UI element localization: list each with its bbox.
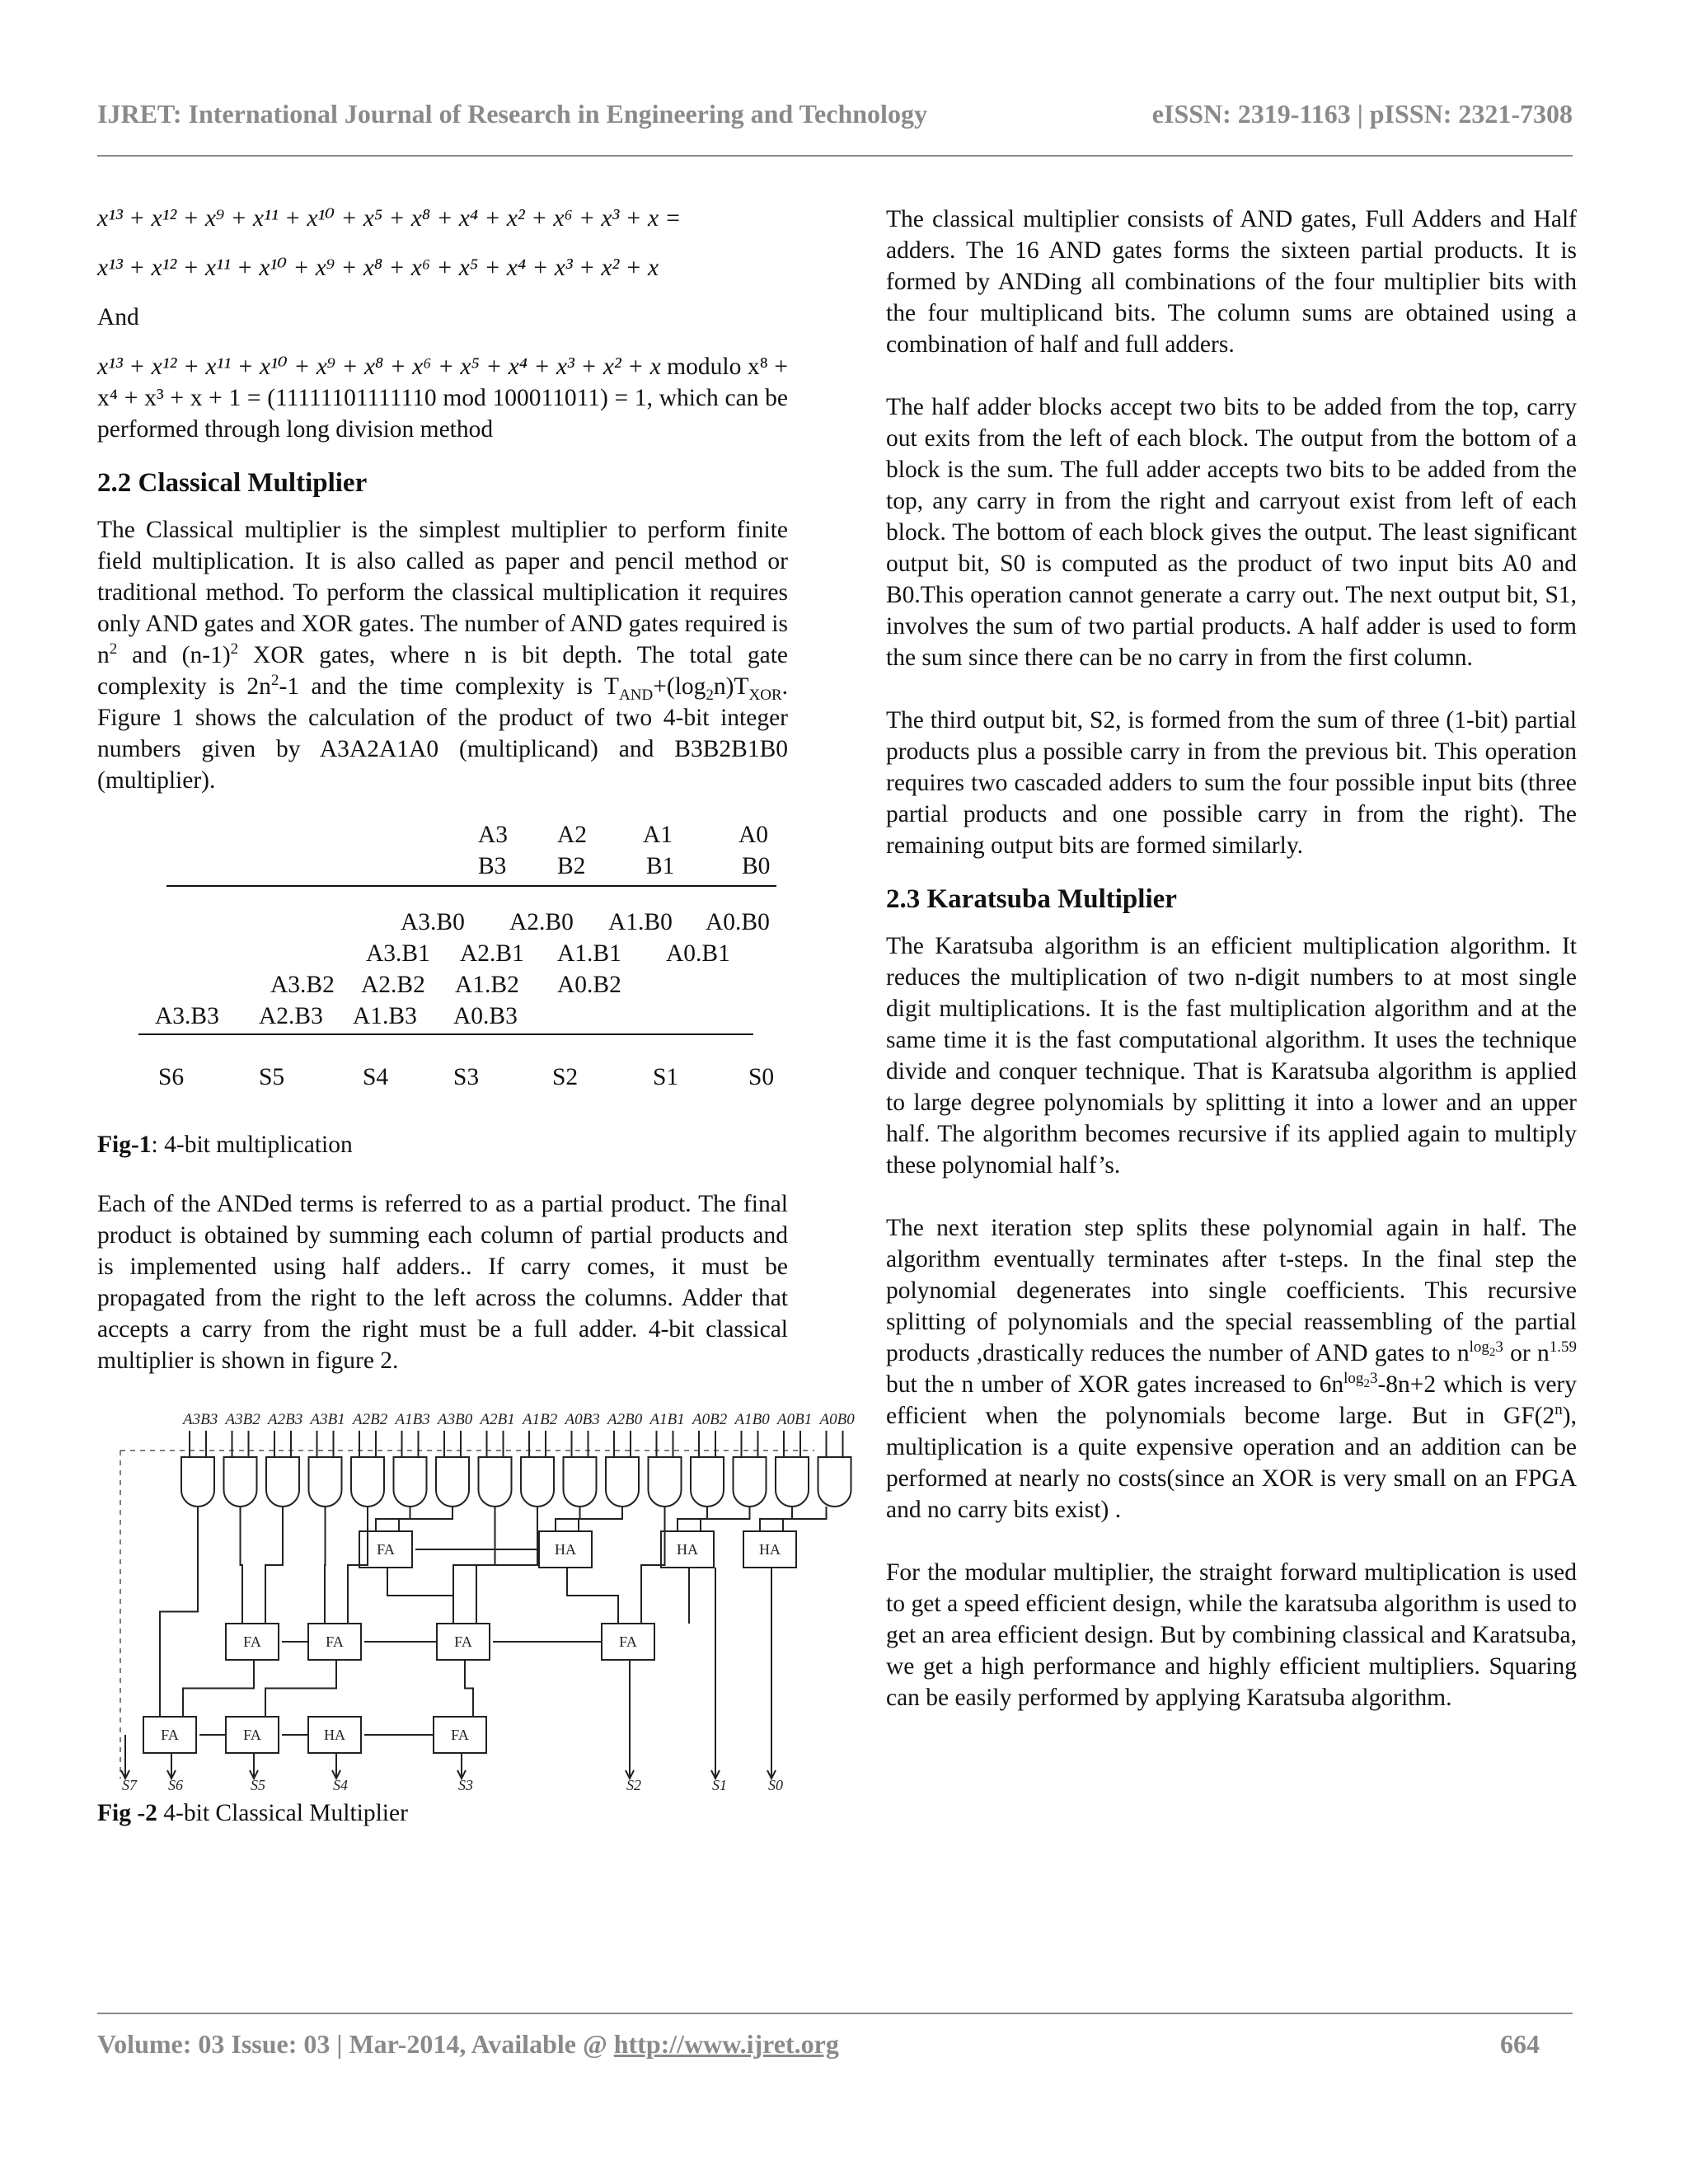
output-label: S6 [168,1777,183,1793]
mul-b3: B3 [478,853,507,879]
pp3-1: A2.B2 [361,972,425,998]
equation-paragraph-math: x¹³ + x¹² + x¹¹ + x¹⁰ + x⁹ + x⁸ + x⁶ + x⁵ + x⁴ + x³ + x² + x [97,354,661,380]
output-label: S5 [251,1777,265,1793]
row1-adder-block-label: HA [759,1541,781,1558]
and-input-label: A0B1 [777,1411,813,1428]
sub-xor: XOR [748,686,782,704]
output-label: S3 [458,1777,473,1793]
and-gate [564,1457,597,1507]
section-heading-karatsuba: 2.3 Karatsuba Multiplier [886,884,1177,914]
and-gate [649,1457,682,1507]
signal-wire [783,1507,827,1531]
journal-title: IJRET: International Journal of Research in Engineering and Technology [97,99,927,129]
sub-and: AND [619,686,654,704]
sum-s4: S4 [363,1064,389,1090]
and-input-label: A2B1 [480,1411,515,1428]
signal-wire [387,1568,453,1624]
journal-link[interactable]: http://www.ijret.org [613,2029,839,2059]
fig1-label: Fig-1 [97,1132,152,1158]
sum-s6: S6 [158,1064,185,1090]
and-input-label: A0B2 [692,1411,728,1428]
and-input-label: A3B3 [183,1411,218,1428]
pp2-2: A1.B1 [557,940,621,967]
footer-volume [97,2029,839,2060]
and-gate [436,1457,469,1507]
fig1-caption-text: : 4-bit multiplication [151,1132,353,1158]
and-input-label: A1B0 [734,1411,770,1428]
classical-text-e: +(log [653,673,706,700]
signal-wire [641,1507,665,1624]
right-paragraph-1: The classical multiplier consists of AND gates, Full Adders and Half adders. The 16 AND gates forms the sixteen partial products. It is formed by ANDing all combinations of the four multiplier bits with the four multiplicand bits. The column sums are obtained using a combination of half and full adders. [886,206,1577,358]
and-gate [351,1457,384,1507]
signal-wire [241,1507,243,1624]
and-gate [479,1457,512,1507]
and-gate [394,1457,427,1507]
and-input-label: A1B2 [523,1411,558,1428]
and-gate [266,1457,299,1507]
row1-adder-block-label: HA [555,1541,576,1558]
p5-sub-2-a: 2 [1489,1345,1496,1359]
classical-text-d: -1 and the time complexity is T [279,673,620,700]
sup-2c: 2 [270,672,279,690]
pp2-1: A2.B1 [460,940,524,967]
and-gate [606,1457,639,1507]
partial-product-paragraph: Each of the ANDed terms is referred to as a partial product. The final product is obtained by summing each column of partial products and is implemented using half adders.. If carry comes, it must be propagated from the right to the left across the columns. Adder that accepts a carry from the right must be a full adder. 4-bit classical multiplier is shown in figure 2. [97,1191,788,1374]
fig1-multiplication-table [97,814,788,1103]
output-label: S2 [626,1777,641,1793]
fig2-caption [97,1797,788,1829]
pp1-1: A2.B0 [509,909,574,935]
sup-2a: 2 [109,640,118,658]
circuit-svg [106,1408,855,1793]
signal-wire [265,1507,283,1624]
sum-s5: S5 [259,1064,285,1090]
and-input-label: A0B0 [819,1411,855,1428]
and-word: And [97,304,139,330]
and-input-label: A1B1 [649,1411,685,1428]
row3-adder-block-label: HA [324,1727,345,1743]
row2-adder-block-label: FA [326,1633,344,1650]
p5-sup-log-a [1469,1338,1503,1359]
signal-wire [465,1660,473,1717]
row2-adder-block-label: FA [243,1633,261,1650]
right-paragraph-6: For the modular multiplier, the straight forward multiplication is used to get a speed efficient design, while the karatsuba algorithm is used to get an area efficient design. But by combining classical and Karatsuba, we get a high performance and highly efficient multipliers. Squaring can be easily performed by applying Karatsuba algorithm. [886,1559,1577,1711]
and-input-label: A3B0 [438,1411,473,1428]
running-footer [97,2029,1540,2065]
mul-b0: B0 [742,853,771,879]
and-input-label: A2B2 [353,1411,388,1428]
signal-wire [348,1507,368,1624]
running-header [97,99,1573,135]
sum-s2: S2 [552,1064,579,1090]
and-gate [734,1457,767,1507]
classical-text-g: . Figure 1 shows the calculation of the product of two 4-bit integer numbers given by A3A2A1A0 (multiplicand) and B3B2B1B0 (multiplier). [97,673,788,794]
signal-wire [399,1507,452,1531]
fig2-circuit-diagram [106,1408,855,1793]
right-paragraph-2: The half adder blocks accept two bits to be added from the top, carry out exits from the left of each block. The output from the bottom of a block is the sum. The full adder accepts two bits to be added from the top, any carry in from the right and carryout exist from left of each block. The bottom of each block gives the output. The least significant output bit, S0 is computed as the product of two input bits A0 and B0.This operation cannot generate a carry out. The next output bit, S1, involves the sum of two partial products. A half adder is used to form the sum since there can be no carry in from the first column. [886,394,1577,671]
pp4-1: A2.B3 [259,1003,323,1029]
sup-2b: 2 [230,640,239,658]
right-paragraph-5 [886,1212,1577,1526]
right-paragraph-4: The Karatsuba algorithm is an efficient multiplication algorithm. It reduces the multiplication of two n-digit numbers to at most single digit multiplications. It is the fast multiplication algorithm and at the same time it is the fast computational algorithm. It uses the technique divide and conquer technique. That is Karatsuba algorithm is applied to large degree polynomials by splitting it into a lower and an upper half. The algorithm becomes recursive if its applied again to multiply these polynomial half’s. [886,933,1577,1179]
and-input-label: A3B2 [225,1411,260,1428]
signal-wire [556,1507,580,1531]
output-label: S0 [768,1777,783,1793]
pp4-3: A0.B3 [453,1003,518,1029]
pp1-2: A1.B0 [608,909,673,935]
and-input-label: A3B1 [310,1411,345,1428]
p5-text-e: ), multiplication is a quite expensive operation and an addition can be performed at nearly no costs(since an XOR is very small on an FPGA and no carry bits exist) . [886,1403,1577,1523]
pp4-2: A1.B3 [353,1003,417,1029]
mul-a0: A0 [738,822,769,848]
output-label: S4 [333,1777,348,1793]
mul-rule-1 [166,885,776,887]
signal-wire [183,1660,254,1717]
signal-wire [325,1507,326,1624]
output-label: S7 [122,1777,137,1793]
sum-s3: S3 [453,1064,480,1090]
p5-text-c: but the n umber of XOR gates increased to 6n [886,1371,1344,1398]
p5-text-b: or n [1503,1340,1550,1366]
pp1-0: A3.B0 [401,909,465,935]
signal-wire [579,1507,622,1531]
sum-s1: S1 [653,1064,679,1090]
fig2-caption-text: 4-bit Classical Multiplier [157,1800,408,1826]
fig2-label: Fig -2 [97,1800,157,1826]
right-paragraph-3: The third output bit, S2, is formed from the sum of three (1-bit) partial products plus a possible carry in from the previous bit. This operation requires two cascaded adders to sum the four possible input bits (three partial products and one possible carry in from the right). The remaining output bits are formed similarly. [886,707,1577,859]
page-number: 664 [1500,2029,1540,2059]
classical-text-a: The Classical multiplier is the simplest multiplier to perform finite field multiplication. It is also called as paper and pencil method or traditional method. To perform the classical multiplication it requires only AND gates and XOR gates. The number of AND gates required is n [97,517,788,668]
p5-sup-n: n [1554,1401,1563,1419]
p5-log-a: log [1469,1338,1489,1357]
output-label: S1 [712,1777,727,1793]
row3-adder-block-label: FA [243,1727,261,1743]
row1-adder-block-label: FA [377,1541,395,1558]
and-gate [521,1457,554,1507]
p5-3-a: 3 [1495,1338,1503,1357]
signal-wire [265,1660,336,1717]
issn: eISSN: 2319-1163 | pISSN: 2321-7308 [1151,99,1573,129]
pp3-3: A0.B2 [557,972,621,998]
p5-sup-159: 1.59 [1549,1338,1577,1357]
and-input-label: A2B3 [268,1411,303,1428]
signal-wire [567,1568,618,1624]
equation-line-1: x¹³ + x¹² + x⁹ + x¹¹ + x¹⁰ + x⁵ + x⁸ + x⁴ + x² + x⁶ + x³ + x = [97,205,682,232]
classical-text-f: n)T [713,673,749,700]
row3-adder-block-label: FA [451,1727,469,1743]
footer-rule [97,2013,1573,2014]
pp3-0: A3.B2 [270,972,335,998]
sum-s0: S0 [748,1064,775,1090]
equation-paragraph [97,351,788,445]
signal-wire [160,1507,198,1717]
mul-a2: A2 [557,822,588,848]
and-gate [309,1457,342,1507]
p5-log-b: log [1343,1370,1364,1388]
p5-sub-2-b: 2 [1363,1376,1370,1390]
classical-text-b: and (n-1) [117,642,231,668]
row2-adder-block-label: FA [454,1633,472,1650]
p5-text-d: -8n+2 which is very efficient when the polynomials become large. But in GF(2 [886,1371,1578,1429]
fig1-caption [97,1129,788,1160]
p5-text-a: The next iteration step splits these polynomial again in half. The algorithm eventually terminates after t-steps. In the final step the polynomial degenerates into single coefficients. This recursive splitting of polynomials and the special reassembling of the partial products ,drastically reduces the number of AND gates to n [886,1215,1577,1366]
pp2-3: A0.B1 [666,940,730,967]
footer-volume-text: Volume: 03 Issue: 03 | Mar-2014, Available @ [97,2029,614,2059]
classical-text-c: XOR gates, where n is bit depth. The total gate complexity is 2n [97,642,788,700]
row1-adder-block-label: HA [677,1541,698,1558]
mul-a1: A1 [643,822,673,848]
classical-paragraph [97,514,788,796]
p5-3-b: 3 [1369,1370,1378,1388]
and-gate [181,1457,214,1507]
mul-b2: B2 [557,853,586,879]
left-column [97,198,855,1829]
and-gate [691,1457,724,1507]
sub-2: 2 [706,686,714,704]
signal-wire [476,1507,537,1624]
mul-b1: B1 [646,853,675,879]
and-input-label: A2B0 [607,1411,643,1428]
equation-line-2: x¹³ + x¹² + x¹¹ + x¹⁰ + x⁹ + x⁸ + x⁶ + x⁵ + x⁴ + x³ + x² + x [97,255,659,281]
pp3-2: A1.B2 [455,972,519,998]
pp4-0: A3.B3 [155,1003,219,1029]
equation-paragraph-rest: modulo x⁸ + x⁴ + x³ + x + 1 = (11111101111110 mod 100011011) = 1, which can be performed through long division method [97,354,788,443]
and-input-label: A1B3 [395,1411,430,1428]
p5-sup-log-b [1343,1370,1378,1390]
row3-adder-block-label: FA [161,1727,179,1743]
header-rule [97,155,1573,157]
and-input-label: A0B3 [565,1411,600,1428]
pp1-3: A0.B0 [706,909,770,935]
mul-rule-2 [138,1033,753,1035]
and-gate [224,1457,257,1507]
section-heading-classical: 2.2 Classical Multiplier [97,468,368,498]
pp2-0: A3.B1 [366,940,430,967]
row2-adder-block-label: FA [619,1633,637,1650]
and-gate [818,1457,851,1507]
and-gate [776,1457,809,1507]
right-column [886,204,1577,1713]
mul-a3: A3 [478,822,509,848]
